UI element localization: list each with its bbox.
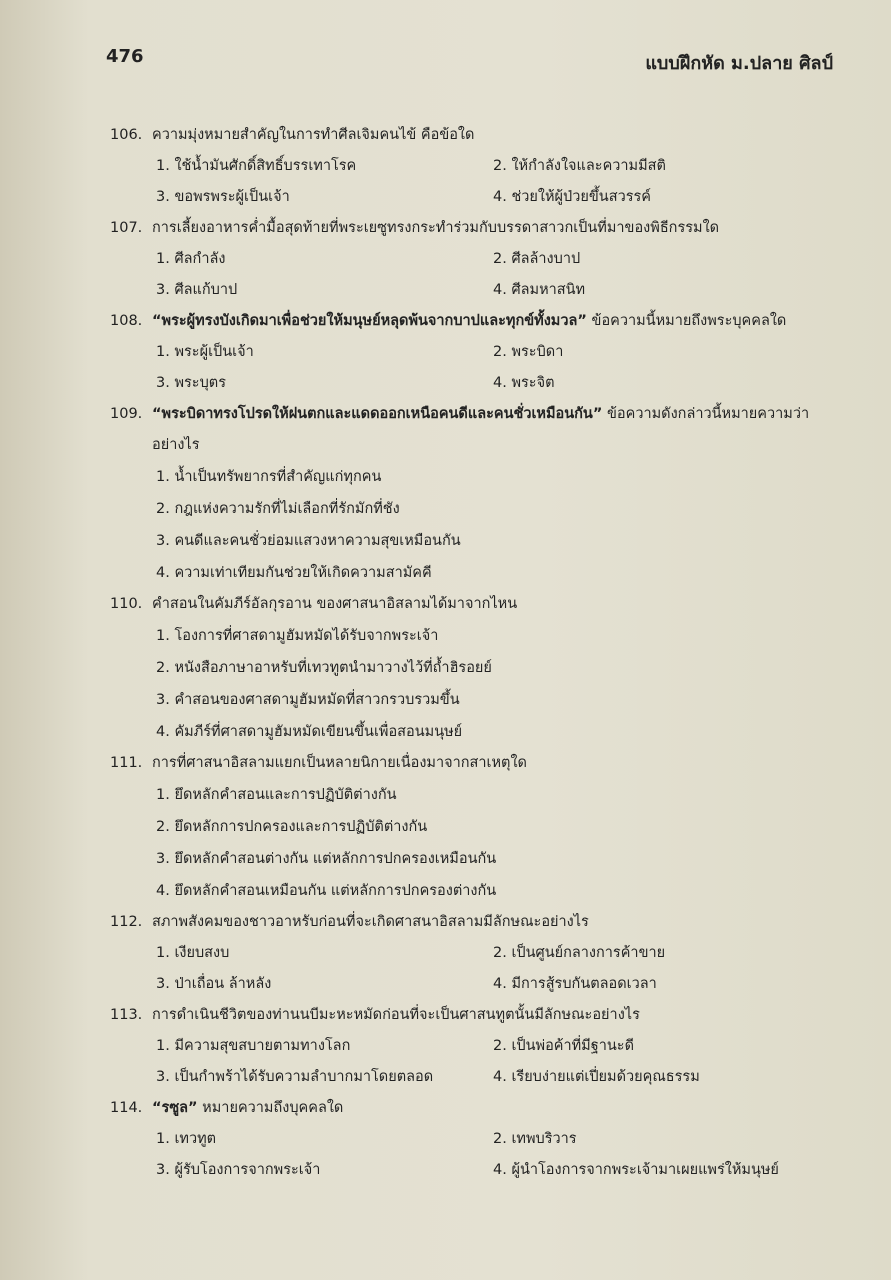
option: 2. เทพบริวาร (493, 1131, 577, 1147)
option: 1. ศีลกำลัง (156, 251, 226, 267)
option: 3. เป็นกำพร้าได้รับความลำบากมาโดยตลอด (156, 1069, 434, 1085)
question-text: ข้อความนี้หมายถึงพระบุคคลใด (586, 313, 787, 329)
option: 4. เรียบง่ายแต่เปี่ยมด้วยคุณธรรม (493, 1069, 700, 1085)
question-number: 114. (110, 1100, 143, 1116)
option: 2. พระบิดา (493, 344, 564, 360)
running-header: แบบฝึกหัด ม.ปลาย ศิลป์ (645, 53, 833, 74)
option: 2. ยึดหลักการปกครองและการปฏิบัติต่างกัน (156, 819, 428, 835)
option: 3. ยึดหลักคำสอนต่างกัน แต่หลักการปกครองเหมือนกัน (156, 851, 497, 867)
question-107 (110, 213, 840, 306)
option: 1. พระผู้เป็นเจ้า (156, 344, 254, 360)
question-text: หมายความถึงบุคคลใด (197, 1100, 344, 1116)
option: 1. มีความสุขสบายตามทางโลก (156, 1038, 351, 1054)
option: 4. ช่วยให้ผู้ป่วยขึ้นสวรรค์ (493, 189, 651, 205)
option: 2. ให้กำลังใจและความมีสติ (493, 158, 666, 174)
option: 4. ความเท่าเทียมกันช่วยให้เกิดความสามัคคี (156, 565, 432, 581)
option: 4. คัมภีร์ที่ศาสดามูฮัมหมัดเขียนขึ้นเพื่อสอนมนุษย์ (156, 724, 463, 740)
option: 1. โองการที่ศาสดามูฮัมหมัดได้รับจากพระเจ้า (156, 628, 439, 644)
option: 1. ยึดหลักคำสอนและการปฏิบัติต่างกัน (156, 787, 397, 803)
option: 2. ศีลล้างบาป (493, 251, 581, 267)
option: 2. เป็นศูนย์กลางการค้าขาย (493, 945, 666, 961)
option: 3. พระบุตร (156, 375, 226, 391)
question-text: คำสอนในคัมภีร์อัลกุรอาน ของศาสนาอิสลามได้มาจากไหน (152, 596, 518, 612)
option: 2. เป็นพ่อค้าที่มีฐานะดี (493, 1038, 634, 1054)
question-113 (110, 1000, 840, 1093)
question-text: ข้อความดังกล่าวนี้หมายความว่าอย่างไร (152, 406, 810, 453)
option: 1. เงียบสงบ (156, 945, 230, 961)
question-text: ความมุ่งหมายสำคัญในการทำศีลเจิมคนไข้ คือข้อใด (152, 127, 475, 143)
option: 3. ป่าเถื่อน ล้าหลัง (156, 976, 272, 992)
question-text: สภาพสังคมของชาวอาหรับก่อนที่จะเกิดศาสนาอิสลามมีลักษณะอย่างไร (152, 914, 589, 930)
question-text: การที่ศาสนาอิสลามแยกเป็นหลายนิกายเนื่องมาจากสาเหตุใด (152, 755, 527, 771)
question-106 (110, 120, 840, 213)
question-111 (110, 748, 840, 907)
option: 3. คำสอนของศาสดามูฮัมหมัดที่สาวกรวบรวมขึ้น (156, 692, 460, 708)
option: 4. ศีลมหาสนิท (493, 282, 586, 298)
option: 1. ใช้น้ำมันศักดิ์สิทธิ์บรรเทาโรค (156, 158, 357, 174)
option: 1. เทวทูต (156, 1131, 217, 1147)
question-text: การเลี้ยงอาหารค่ำมื้อสุดท้ายที่พระเยซูทรงกระทำร่วมกับบรรดาสาวกเป็นที่มาของพิธีกรรมใด (152, 220, 720, 236)
option: 3. ศีลแก้บาป (156, 282, 238, 298)
option: 3. ผู้รับโองการจากพระเจ้า (156, 1162, 321, 1178)
option: 1. น้ำเป็นทรัพยากรที่สำคัญแก่ทุกคน (156, 469, 382, 485)
page-number: 476 (106, 46, 144, 67)
question-108 (110, 306, 840, 399)
question-text: การดำเนินชีวิตของท่านนบีมะหะหมัดก่อนที่จะเป็นศาสนทูตนั้นมีลักษณะอย่างไร (152, 1007, 640, 1023)
option: 4. พระจิต (493, 375, 555, 391)
question-number: 106. (110, 127, 143, 143)
option: 2. หนังสือภาษาอาหรับที่เทวทูตนำมาวางไว้ที่ถ้ำฮิรอยย์ (156, 660, 492, 676)
question-number: 107. (110, 220, 143, 236)
question-110 (110, 589, 840, 748)
question-number: 110. (110, 596, 143, 612)
option: 4. มีการสู้รบกันตลอดเวลา (493, 976, 657, 992)
question-number: 112. (110, 914, 143, 930)
question-112 (110, 907, 840, 1000)
question-number: 109. (110, 406, 143, 422)
question-number: 113. (110, 1007, 143, 1023)
option: 3. ขอพรพระผู้เป็นเจ้า (156, 189, 290, 205)
quoted-statement: “พระบิดาทรงโปรดให้ฝนตกและแดดออกเหนือคนดีและคนชั่วเหมือนกัน” (152, 406, 603, 422)
option: 3. คนดีและคนชั่วย่อมแสวงหาความสุขเหมือนกัน (156, 533, 461, 549)
quoted-term: “รซูล” (152, 1100, 198, 1116)
question-114 (110, 1093, 840, 1186)
option: 4. ผู้นำโองการจากพระเจ้ามาเผยแพร่ให้มนุษย์ (493, 1162, 779, 1178)
option: 4. ยึดหลักคำสอนเหมือนกัน แต่หลักการปกครองต่างกัน (156, 883, 497, 899)
question-list (110, 120, 840, 1186)
question-number: 111. (110, 755, 143, 771)
quoted-statement: “พระผู้ทรงบังเกิดมาเพื่อช่วยให้มนุษย์หลุดพ้นจากบาปและทุกข์ทั้งมวล” (152, 313, 587, 329)
question-109 (110, 399, 840, 589)
question-number: 108. (110, 313, 143, 329)
option: 2. กฎแห่งความรักที่ไม่เลือกที่รักมักที่ชัง (156, 501, 400, 517)
